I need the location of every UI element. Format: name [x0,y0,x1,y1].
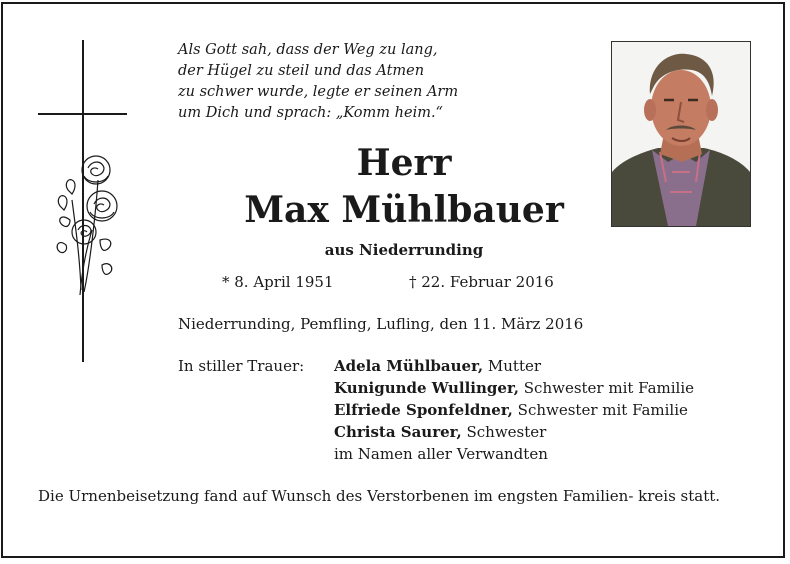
mourner-row [334,377,694,399]
deceased-name: Max Mühlbauer [244,189,564,231]
mourner-relation: Mutter [487,357,542,375]
portrait-photo [611,41,751,227]
birth-date: * 8. April 1951 [222,273,334,291]
mourner-relation: Schwester [466,423,547,441]
mourner-name: Adela Mühlbauer, [334,357,484,375]
mourner-relation: Schwester mit Familie [517,401,688,419]
poem-line: zu schwer wurde, legte er seinen Arm [178,84,459,100]
poem-line: der Hügel zu steil und das Atmen [178,63,425,79]
poem [178,40,458,124]
mourner-row [334,421,694,443]
cross-bar [38,113,127,115]
mourners-list [334,355,694,465]
mourner-relation: Schwester mit Familie [523,379,695,397]
burial-note: Die Urnenbeisetzung fand auf Wunsch des Verstorbenen im engsten Familien- kreis statt. [38,487,721,505]
mourner-name: Kunigunde Wullinger, [334,379,519,397]
poem-line: Als Gott sah, dass der Weg zu lang, [178,42,438,58]
place-and-date: Niederrunding, Pemfling, Lufling, den 11. März 2016 [178,315,584,333]
origin: aus Niederrunding [324,241,484,259]
portrait-icon [612,42,750,226]
mourner-name: Elfriede Sponfeldner, [334,401,513,419]
poem-line: um Dich und sprach: „Komm heim.“ [178,105,443,121]
mourner-relation: im Namen aller Verwandten [334,445,548,463]
mourner-name: Christa Saurer, [334,423,462,441]
mourner-row [334,355,694,377]
roses-icon [50,150,128,300]
mourners-label: In stiller Trauer: [178,357,305,375]
mourner-row [334,399,694,421]
salutation: Herr [356,142,452,184]
death-date: † 22. Februar 2016 [409,273,554,291]
mourner-row [334,443,694,465]
